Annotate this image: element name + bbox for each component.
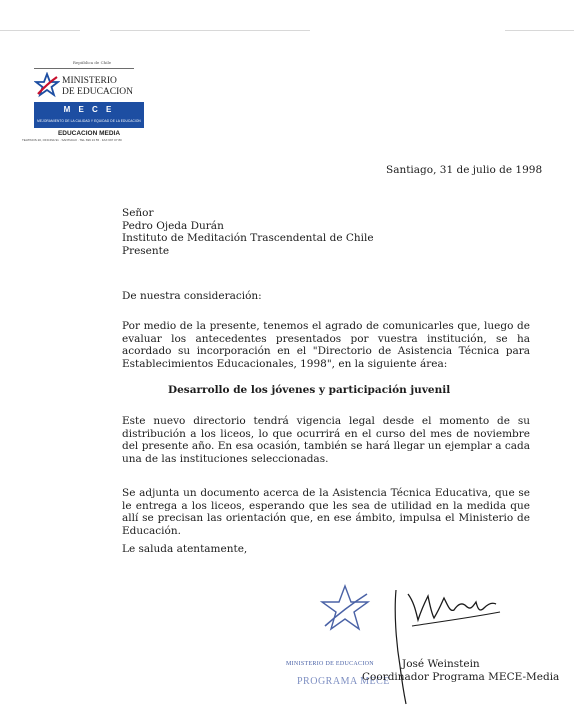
stamp-program: PROGRAMA MECE <box>297 676 390 687</box>
signer-name: José Weinstein <box>402 658 480 670</box>
stamp-star-icon <box>315 580 375 640</box>
letterhead-rule <box>34 68 134 69</box>
ministry-line-1: MINISTERIO <box>62 76 117 86</box>
stamp-ministry: MINISTERIO DE EDUCACION <box>286 661 374 667</box>
addressee-block <box>122 207 374 257</box>
signer-role: Coordinador Programa MECE-Media <box>362 671 560 683</box>
addressee-line: Instituto de Meditación Trascendental de Chile <box>122 232 374 244</box>
paragraph-2: Este nuevo directorio tendrá vigencia legal desde el momento de su distribución a los liceos, lo que ocurrirá en el curso del mes de noviembre del presente año. En esa ocasión, también se hará llegar un ejemplar a cada una de las instituciones seleccionadas. <box>122 415 530 465</box>
selected-area: Desarrollo de los jóvenes y participación juvenil <box>168 384 451 396</box>
greeting: De nuestra consideración: <box>122 290 262 302</box>
scan-line <box>505 30 574 31</box>
closing: Le saluda atentamente, <box>122 543 248 555</box>
education-media-label: EDUCACION MEDIA <box>57 130 121 137</box>
scan-line <box>0 30 80 31</box>
ministry-star-icon <box>34 72 60 98</box>
ministry-block <box>24 72 144 102</box>
mece-subtitle: MEJORAMIENTO DE LA CALIDAD Y EQUIDAD DE LA EDUCACION <box>37 119 141 123</box>
ministry-name <box>62 76 133 98</box>
letter-date: Santiago, 31 de julio de 1998 <box>386 164 543 176</box>
addressee-line: Señor <box>122 207 154 219</box>
addressee-line: Pedro Ojeda Durán <box>122 219 224 232</box>
paragraph-3: Se adjunta un documento acerca de la Asistencia Técnica Educativa, que se le entrega a los liceos, esperando que les sea de utilidad en la medida que allí se precisan las orientación que, en ese ámbito, impulsa el Ministerio de Educación. <box>122 487 530 537</box>
mece-banner <box>34 102 144 128</box>
letterhead-address: TEATINOS 20, OFICINA 91 · SANTIAGO · TEL 699 13 55 · FAX 697 07 80 <box>22 138 122 142</box>
letterhead <box>24 60 144 142</box>
addressee-line: Presente <box>122 244 170 257</box>
handwritten-signature <box>388 582 518 707</box>
paragraph-1: Por medio de la presente, tenemos el agrado de comunicarles que, luego de evaluar los antecedentes presentados por vuestra institución, se ha acordado su incorporación en el "Directorio de Asistencia Técnica para Establecimientos Educacionales, 1998", en la siguiente área: <box>122 320 530 370</box>
mece-title: M E C E <box>63 105 115 114</box>
scan-line <box>110 30 310 31</box>
letterhead-republic: República de Chile <box>72 60 112 65</box>
ministry-line-2: DE EDUCACION <box>62 87 133 97</box>
